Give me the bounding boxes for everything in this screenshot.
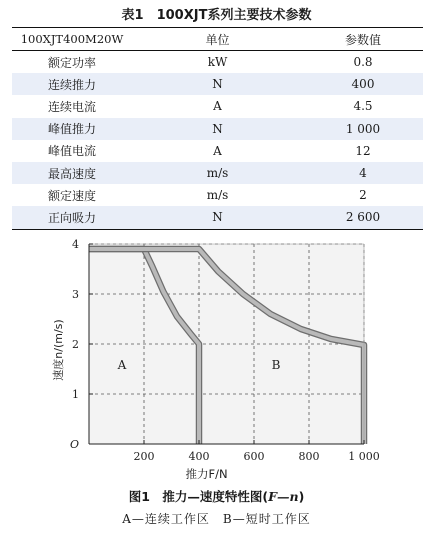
param-name: 连续推力: [12, 73, 132, 95]
figure-caption-variable: F—n: [268, 489, 299, 504]
header-model: 100XJT400M20W: [20, 32, 124, 46]
param-name: 连续电流: [47, 99, 96, 114]
param-unit: m/s: [132, 162, 303, 184]
param-value: 1 000: [303, 118, 423, 140]
region-label: A: [117, 358, 127, 372]
parameters-table: [12, 27, 423, 230]
x-tick-label: 800: [298, 450, 320, 463]
param-value: 4: [303, 162, 423, 184]
region-label: B: [271, 358, 281, 372]
param-unit: N: [132, 118, 303, 140]
figure-caption-suffix: ): [298, 489, 305, 504]
param-unit: A: [213, 143, 222, 158]
table-row: [12, 51, 423, 74]
x-axis-label: 推力F/N: [185, 467, 228, 481]
table-row: [12, 206, 423, 229]
plot-background: [89, 244, 364, 444]
x-tick-label: 400: [188, 450, 210, 463]
param-name: 峰值推力: [12, 118, 132, 140]
param-value: 2: [359, 188, 367, 203]
y-tick-label: 2: [72, 338, 79, 351]
y-tick-label: 3: [72, 288, 79, 301]
table-row: [12, 184, 423, 206]
param-name: 峰值电流: [47, 144, 96, 159]
x-tick-label: 200: [133, 450, 155, 463]
table-row: [12, 140, 423, 162]
param-unit: kW: [207, 55, 228, 70]
figure-note: A—连续工作区 B—短时工作区: [122, 512, 311, 526]
param-unit: m/s: [206, 188, 229, 203]
table-caption: 表1 100XJT系列主要技术参数: [121, 8, 312, 23]
table-row: [12, 95, 423, 117]
table-row: [12, 73, 423, 95]
header-value: 参数值: [344, 32, 381, 47]
param-value: 12: [355, 143, 371, 158]
origin-label: O: [69, 438, 79, 451]
param-unit: A: [213, 99, 222, 114]
param-unit: N: [132, 73, 303, 95]
y-axis-label: 速度n/(m/s): [52, 319, 65, 381]
figure-caption-prefix: 图1 推力—速度特性图(: [128, 489, 269, 504]
y-tick-label: 4: [72, 238, 79, 251]
param-unit: N: [132, 206, 303, 229]
param-value: 0.8: [353, 55, 373, 70]
table-header-row: [12, 28, 423, 51]
param-name: 最高速度: [12, 162, 132, 184]
x-tick-label: 600: [243, 450, 265, 463]
param-name: 正向吸力: [12, 206, 132, 229]
param-name: 额定速度: [47, 188, 96, 203]
param-value: 400: [303, 73, 423, 95]
y-tick-label: 1: [72, 388, 79, 401]
param-value: 4.5: [353, 99, 373, 114]
param-name: 额定功率: [47, 55, 96, 70]
table-row: [12, 162, 423, 184]
force-speed-chart: [0, 232, 433, 484]
table-row: [12, 118, 423, 140]
x-tick-label: 1 000: [348, 450, 380, 463]
figure-caption: [0, 487, 433, 505]
param-value: 2 600: [303, 206, 423, 229]
header-unit: 单位: [205, 32, 230, 47]
